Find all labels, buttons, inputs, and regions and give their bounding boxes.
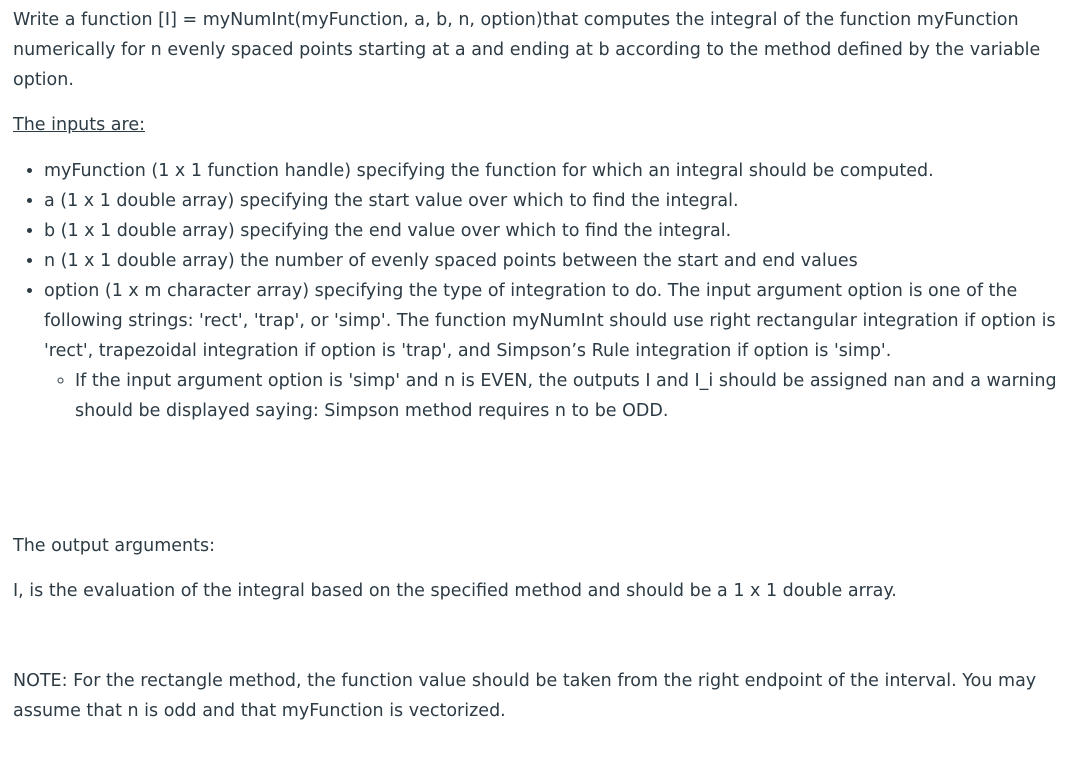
input-item-myfunction: • myFunction (1 x 1 function handle) specifying the function for which an integral should be computed.	[44, 156, 1073, 186]
output-description: I, is the evaluation of the integral based on the specified method and should be a 1 x 1 double array.	[13, 581, 897, 601]
option-sub-list	[44, 366, 1073, 426]
input-item-a: • a (1 x 1 double array) specifying the start value over which to find the integral.	[44, 186, 1073, 216]
input-item-n: • n (1 x 1 double array) the number of evenly spaced points between the start and end values	[44, 246, 1073, 276]
inputs-heading: The inputs are:	[13, 115, 146, 135]
outputs-heading: The output arguments:	[13, 536, 215, 556]
note-paragraph: NOTE: For the rectangle method, the function value should be taken from the right endpoint of the interval. You may assume that n is odd and that myFunction is vectorized.	[13, 671, 1037, 721]
option-sub-item-simp-warning: ◦ If the input argument option is 'simp' and n is EVEN, the outputs I and I_i should be assigned nan and a warning should be displayed saying: Simpson method requires n to be ODD.	[75, 366, 1073, 426]
input-item-b: • b (1 x 1 double array) specifying the end value over which to find the integral.	[44, 216, 1073, 246]
input-item-option-text: option (1 x m character array) specifying the type of integration to do. The input argument option is one of the following strings: 'rect', 'trap', or 'simp'. The function myNumInt should use right rectangular integration if option is 'rect', trapezoidal integration if option is 'trap', and Simpson’s Rule integration if option is 'simp'.	[44, 281, 1056, 361]
inputs-list	[13, 156, 1073, 426]
intro-paragraph: Write a function [I] = myNumInt(myFunction, a, b, n, option)that computes the integral of the function myFunction numerically for n evenly spaced points starting at a and ending at b according to the method defined by the variable option.	[13, 10, 1041, 90]
input-item-option	[44, 276, 1073, 426]
